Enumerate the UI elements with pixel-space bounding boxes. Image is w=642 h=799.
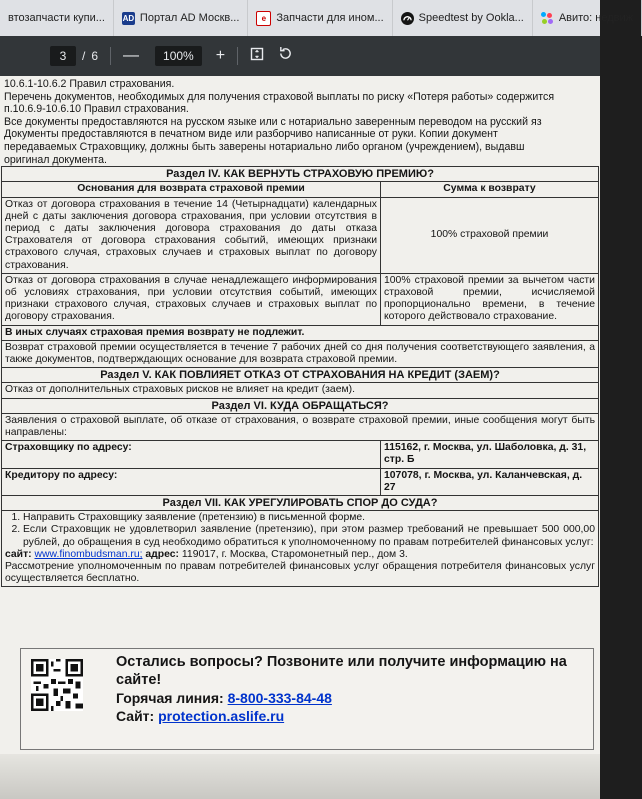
qr-code-icon [31, 659, 83, 711]
intro-line: Перечень документов, необходимых для получения страховой выплаты по риску «Потеря работы» содержится [4, 90, 555, 103]
table-row [2, 273, 599, 325]
contact-box [20, 648, 594, 750]
browser-tab-foreign-parts[interactable] [248, 0, 392, 36]
tab-label: Запчасти для ином... [276, 12, 384, 24]
row1-grounds: Отказ от договора страхования в течение 14 (Четырнадцати) календарных дней с даты заключения договора страхования, при условии отсутствия в период с даты заключения договора страхования до даты отказа Страхователя от договора страхования событий, имеющих признаки страхового случая, страховых случаев и страховых выплат по договору страхования. [2, 197, 381, 273]
ombudsman-site-link[interactable]: www.finombudsman.ru; [34, 548, 143, 560]
document-content [0, 76, 600, 587]
creditor-address-label: Кредитору по адресу: [2, 468, 381, 495]
ombudsman-contacts [5, 549, 595, 561]
section-6-text: Заявления о страховой выплате, об отказе от страхования, о возврате страховой премии, иные сообщения могут быть направлены: [2, 413, 599, 440]
browser-tab-speedtest[interactable] [393, 0, 533, 36]
column-header-grounds: Основания для возврата страховой премии [2, 182, 381, 197]
creditor-address-value: 107078, г. Москва, ул. Каланчевская, д. 27 [381, 468, 599, 495]
row2-grounds: Отказ от договора страхования в случае ненадлежащего информирования об условиях страхования, при условии отсутствия событий, имеющих признаки страхового случая, страховых случаев и страховых выплат по договору страхования. [2, 273, 381, 325]
column-header-amount: Сумма к возврату [381, 182, 599, 197]
browser-tab-autoparts[interactable] [0, 0, 114, 36]
section-6-title: Раздел VI. КУДА ОБРАЩАТЬСЯ? [2, 398, 599, 413]
list-item: 1. Направить Страховщику заявление (претензию) в письменной форме. [23, 512, 595, 524]
insurer-address-label: Страховщику по адресу: [2, 441, 381, 468]
ombudsman-address: 119017, г. Москва, Старомонетный пер., дом 3. [181, 548, 408, 560]
fit-page-icon[interactable] [250, 47, 264, 66]
refund-timing-note: Возврат страховой премии осуществляется в течение 7 рабочих дней со дня получения соответствующего заявления, а также документов, подтверждающих основание для возврата страховой премии. [2, 340, 599, 367]
intro-line: п.10.6.9-10.6.10 Правил страхования. [4, 103, 189, 116]
contact-site-label: Сайт: [116, 708, 155, 724]
intro-line: передаваемых Страховщику, должны быть заверены нотариально либо органом (учреждением), выдавш [4, 140, 525, 153]
browser-tab-ad-portal[interactable] [114, 0, 248, 36]
hotline [116, 689, 586, 707]
browser-tab-avito[interactable] [533, 0, 642, 36]
pdf-page [0, 76, 600, 799]
contact-site-link[interactable]: protection.aslife.ru [158, 708, 285, 724]
speedtest-icon [401, 12, 414, 25]
total-pages: 6 [91, 49, 99, 63]
contact-text [116, 653, 586, 725]
contact-question: Остались вопросы? Позвоните или получите информацию на сайте! [116, 654, 567, 688]
section-7-tail: Рассмотрение уполномоченным по правам потребителей финансовых услуг обращения потребителя финансовых услуг осуществляется бесплатно. [5, 561, 595, 585]
row2-amount: 100% страховой премии за вычетом части страховой премии, исчисляемой пропорционально времени, в течение которого действовало страхование. [381, 273, 599, 325]
toolbar-divider [110, 47, 111, 65]
intro-line: 10.6.1-10.6.2 Правил страхования. [4, 78, 175, 90]
tab-label: Speedtest by Ookla... [418, 12, 524, 24]
address-label: адрес: [145, 548, 180, 560]
zoom-in-button[interactable]: + [215, 47, 226, 64]
section-5-text: Отказ от дополнительных страховых рисков не влияет на кредит (заем). [2, 383, 599, 398]
intro-text [0, 76, 600, 166]
browser-tab-strip [0, 0, 633, 36]
avito-icon [541, 12, 554, 25]
tab-label: втозапчасти купи... [8, 12, 105, 24]
tab-label: Портал AD Москв... [139, 12, 240, 24]
ad-icon: AD [122, 13, 135, 23]
page-separator: / [82, 49, 86, 63]
page-indicator [50, 46, 98, 66]
list-item: 2. Если Страховщик не удовлетворил заявление (претензию), при этом размер требований не превышает 500 000,00 рублей, до обращения в суд необходимо обратиться к уполномоченному по правам потребителей финансовых услуг: [23, 524, 595, 548]
intro-line: Все документы предоставляются на русском языке или с нотариально заверенным переводом на русский яз [4, 115, 542, 128]
hotline-label: Горячая линия: [116, 690, 224, 706]
tab-label: Авито: недвиж [558, 12, 633, 24]
zoom-out-button[interactable]: — [123, 47, 140, 64]
insurance-terms-table [1, 166, 599, 587]
row1-amount: 100% страховой премии [381, 197, 599, 273]
section-4-title: Раздел IV. КАК ВЕРНУТЬ СТРАХОВУЮ ПРЕМИЮ? [2, 167, 599, 182]
zoom-level-input[interactable]: 100% [155, 46, 202, 66]
current-page-input[interactable]: 3 [50, 46, 76, 66]
pdf-toolbar [0, 36, 600, 76]
table-row [2, 197, 599, 273]
page-bottom-shadow [0, 754, 600, 799]
section-7-title: Раздел VII. КАК УРЕГУЛИРОВАТЬ СПОР ДО СУДА? [2, 496, 599, 511]
intro-line: оригинал документа. [4, 153, 107, 166]
insurer-address-value: 115162, г. Москва, ул. Шаболовка, д. 31, стр. Б [381, 441, 599, 468]
other-cases-note: В иных случаях страховая премия возврату не подлежит. [2, 325, 599, 340]
section-5-title: Раздел V. КАК ПОВЛИЯЕТ ОТКАЗ ОТ СТРАХОВАНИЯ НА КРЕДИТ (ЗАЕМ)? [2, 368, 599, 383]
section-7-body [2, 511, 599, 587]
dispute-steps-list [5, 512, 595, 549]
site-label: сайт: [5, 548, 32, 560]
toolbar-divider [237, 47, 238, 65]
rotate-icon[interactable] [278, 46, 293, 66]
intro-line: Документы предоставляются в печатном виде или разборчиво написанные от руки. Копии документ [4, 128, 498, 141]
contact-site [116, 707, 586, 725]
e-icon: e [256, 11, 271, 26]
hotline-number-link[interactable]: 8-800-333-84-48 [227, 690, 332, 706]
